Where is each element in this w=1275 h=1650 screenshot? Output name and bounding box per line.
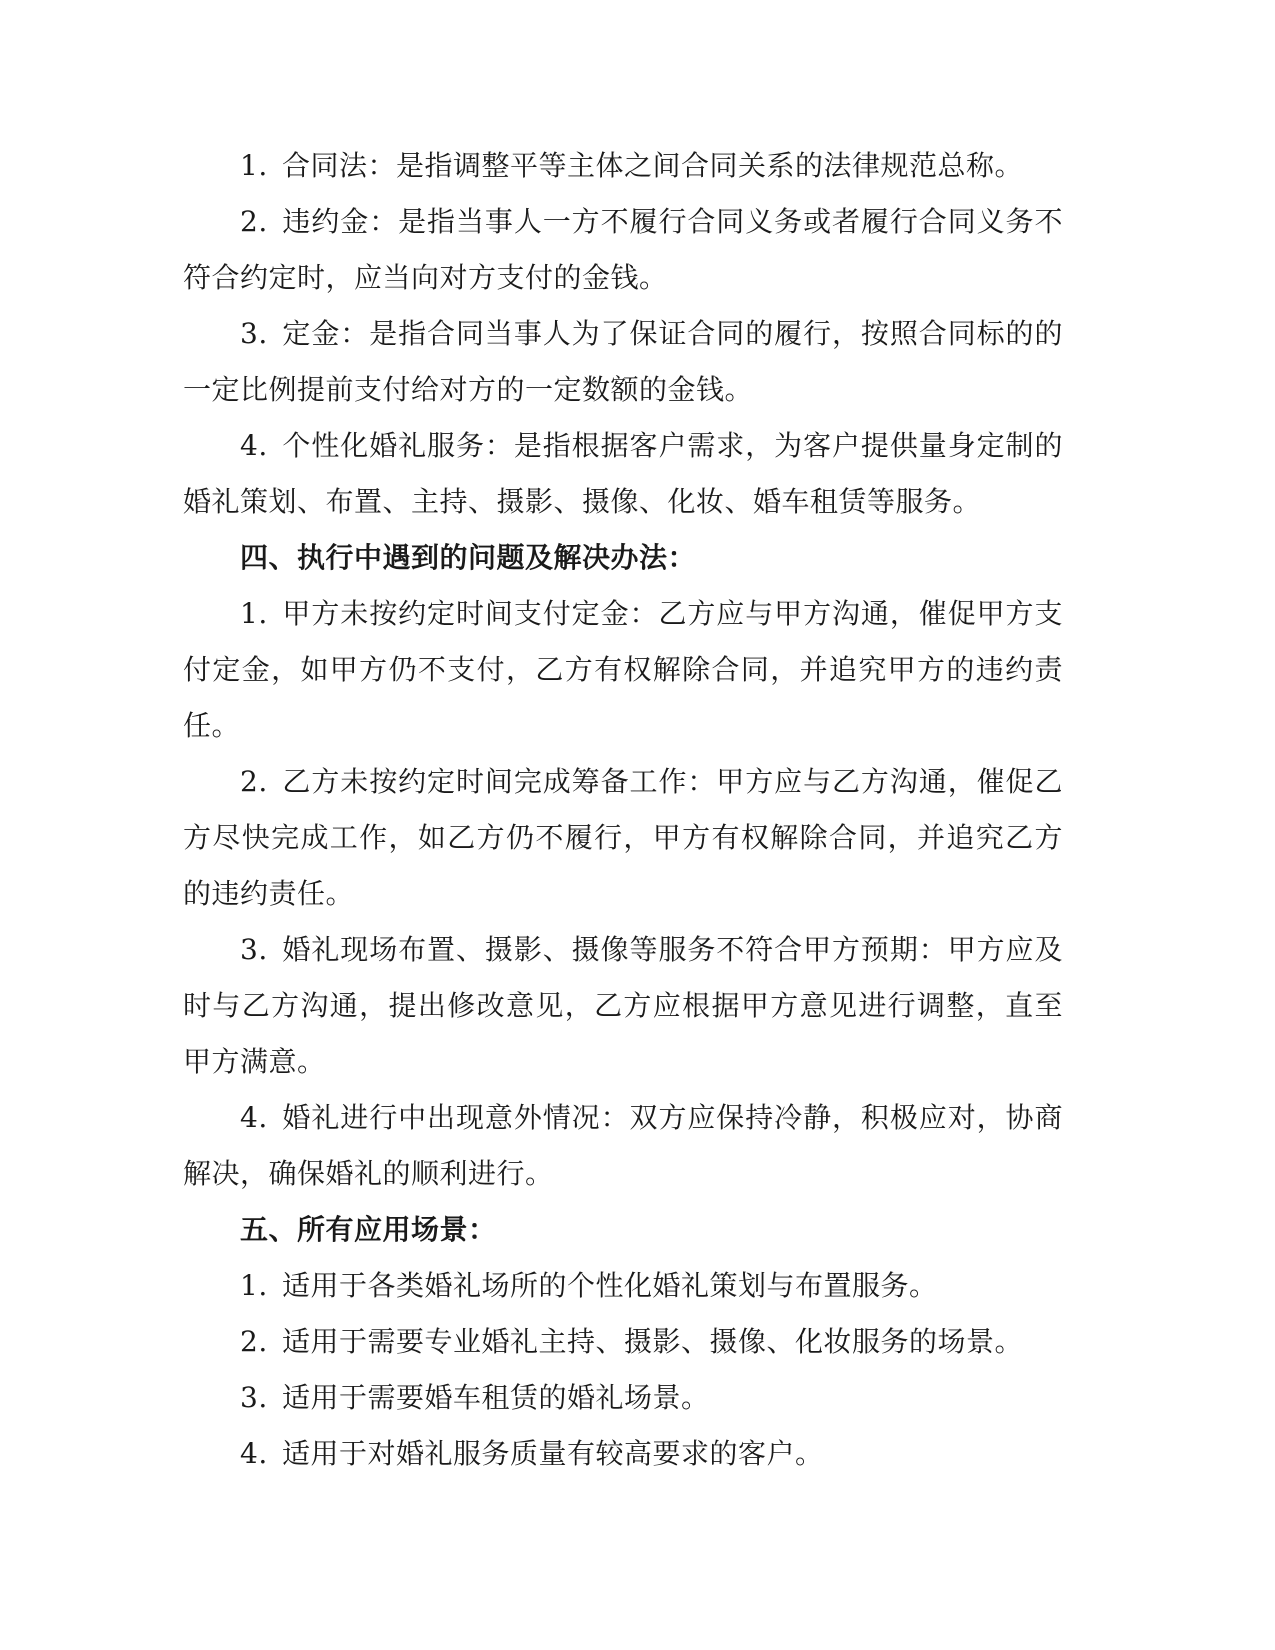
- scenario-item-3: [183, 1370, 1063, 1426]
- item-text: 适用于需要专业婚礼主持、摄影、摄像、化妆服务的场景。: [282, 1325, 1024, 1358]
- definition-item-2: [183, 194, 1063, 306]
- item-number: 1.: [240, 1269, 268, 1302]
- section-heading-scenarios: 五、所有应用场景：: [240, 1213, 497, 1246]
- item-number: 2.: [240, 1325, 268, 1358]
- item-text: 婚礼现场布置、摄影、摄像等服务不符合甲方预期：甲方应及时与乙方沟通，提出修改意见，乙方应根据甲方意见进行调整，直至甲方满意。: [183, 933, 1063, 1078]
- item-number: 2.: [240, 205, 268, 238]
- definition-item-4: [183, 418, 1063, 530]
- item-text: 违约金：是指当事人一方不履行合同义务或者履行合同义务不符合约定时，应当向对方支付的金钱。: [183, 205, 1063, 294]
- item-text: 甲方未按约定时间支付定金：乙方应与甲方沟通，催促甲方支付定金，如甲方仍不支付，乙方有权解除合同，并追究甲方的违约责任。: [183, 597, 1063, 742]
- item-text: 适用于各类婚礼场所的个性化婚礼策划与布置服务。: [282, 1269, 938, 1302]
- item-number: 3.: [240, 1381, 268, 1414]
- scenario-item-4: [183, 1426, 1063, 1482]
- scenario-item-2: [183, 1314, 1063, 1370]
- item-number: 1.: [240, 149, 268, 182]
- scenario-item-1: [183, 1258, 1063, 1314]
- item-text: 婚礼进行中出现意外情况：双方应保持冷静，积极应对，协商解决，确保婚礼的顺利进行。: [183, 1101, 1063, 1190]
- problem-item-3: [183, 922, 1063, 1090]
- item-text: 适用于对婚礼服务质量有较高要求的客户。: [282, 1437, 824, 1470]
- item-number: 3.: [240, 317, 268, 350]
- item-text: 合同法：是指调整平等主体之间合同关系的法律规范总称。: [282, 149, 1024, 182]
- problem-item-2: [183, 754, 1063, 922]
- definition-item-1: [183, 138, 1063, 194]
- definition-item-3: [183, 306, 1063, 418]
- item-text: 乙方未按约定时间完成筹备工作：甲方应与乙方沟通，催促乙方尽快完成工作，如乙方仍不履行，甲方有权解除合同，并追究乙方的违约责任。: [183, 765, 1063, 910]
- document-page: [183, 138, 1063, 1482]
- item-number: 1.: [240, 597, 268, 630]
- item-text: 个性化婚礼服务：是指根据客户需求，为客户提供量身定制的婚礼策划、布置、主持、摄影、摄像、化妆、婚车租赁等服务。: [183, 429, 1063, 518]
- item-number: 4.: [240, 1437, 268, 1470]
- item-number: 4.: [240, 1101, 268, 1134]
- item-number: 2.: [240, 765, 268, 798]
- item-number: 3.: [240, 933, 268, 966]
- section-heading-problems: 四、执行中遇到的问题及解决办法：: [240, 541, 697, 574]
- problem-item-4: [183, 1090, 1063, 1202]
- item-text: 定金：是指合同当事人为了保证合同的履行，按照合同标的的一定比例提前支付给对方的一定数额的金钱。: [183, 317, 1063, 406]
- item-number: 4.: [240, 429, 268, 462]
- item-text: 适用于需要婚车租赁的婚礼场景。: [282, 1381, 710, 1414]
- problem-item-1: [183, 586, 1063, 754]
